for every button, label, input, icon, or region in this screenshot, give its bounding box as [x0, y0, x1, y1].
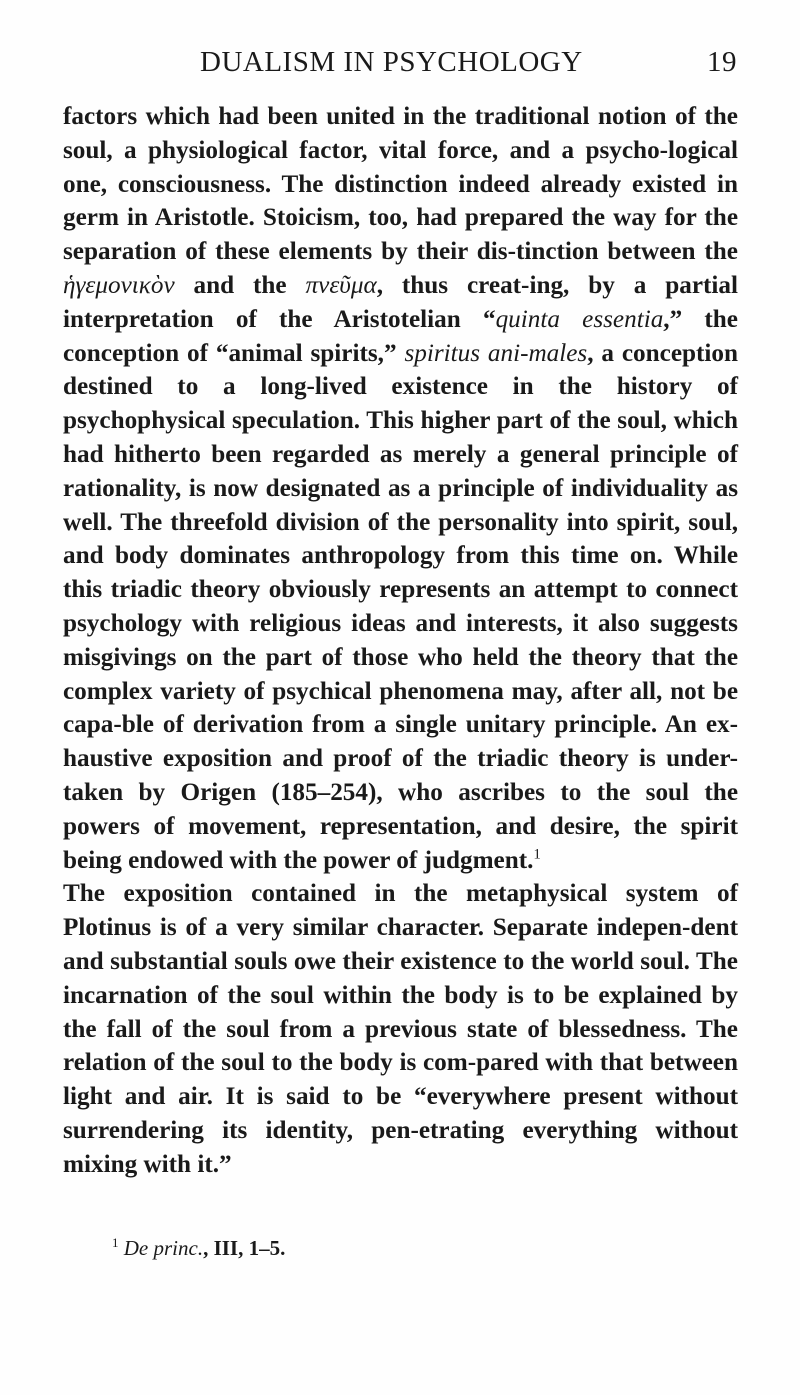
greek-term-hegemonikon: ἡγεμονικὸν — [63, 271, 175, 299]
footnote — [112, 1235, 672, 1261]
page-number: 19 — [707, 46, 737, 78]
footnote-reference[interactable]: 1 — [533, 846, 541, 863]
body-text — [63, 100, 738, 1182]
footnote-mark: 1 — [112, 1235, 119, 1250]
footnote-locator: , III, 1–5. — [203, 1236, 286, 1260]
paragraph-1-part-4: ,” the conception of “animal spirits,” — [63, 305, 738, 367]
latin-term-spiritus-animales: spiritus ani-males — [404, 339, 588, 367]
paragraph-1 — [63, 100, 738, 877]
paragraph-2: The exposition contained in the metaphysical system of Plotinus is of a very similar character. Separate indepen-dent and substantial souls owe their existence to the world soul. The incarnation of the soul within the body is to be explained by the fall of the soul from a previous state of blessedness. The relation of the soul to the body is com-pared with that between light and air. It is said to be “everywhere present without surrendering its identity, pen-etrating everything without mixing with it.” — [63, 880, 738, 1178]
running-title: DUALISM IN PSYCHOLOGY — [200, 46, 583, 78]
latin-term-quinta-essentia: quinta essentia — [495, 305, 664, 333]
running-header — [200, 46, 737, 86]
paragraph-1-part-2: and the — [174, 271, 306, 299]
paragraph-1-part-5: , a conception destined to a long-lived existence in the history of psychophysical speculation. This higher part of the soul, which had hitherto been regarded as merely a general principle of rationality, is now designated as a principle of individuality as well. The threefold division of the personality into spirit, soul, and body dominates anthropology from this time on. While this triadic theory obviously represents an attempt to connect psychology with religious ideas and interests, it also suggests misgivings on the part of those who held the theory that the complex variety of psychical phenomena may, after all, not be capa-ble of derivation from a single unitary principle. An ex-haustive exposition and proof of the triadic theory is under-taken by Origen (185–254), who ascribes to the soul the powers of movement, representation, and desire, the spirit being endowed with the power of judgment. — [63, 339, 738, 874]
paragraph-1-part-1: factors which had been united in the traditional notion of the soul, a physiological factor, vital force, and a psycho-logical one, consciousness. The distinction indeed already existed in germ in Aristotle. Stoicism, too, had prepared the way for the separation of these elements by their dis-tinction between the — [63, 103, 738, 266]
greek-term-pneuma: πνεῦμα — [305, 271, 377, 299]
footnote-title: De princ. — [123, 1236, 204, 1260]
paragraph-1-part-3: , thus creat-ing, by a partial interpretation of the Aristotelian “ — [63, 271, 739, 333]
